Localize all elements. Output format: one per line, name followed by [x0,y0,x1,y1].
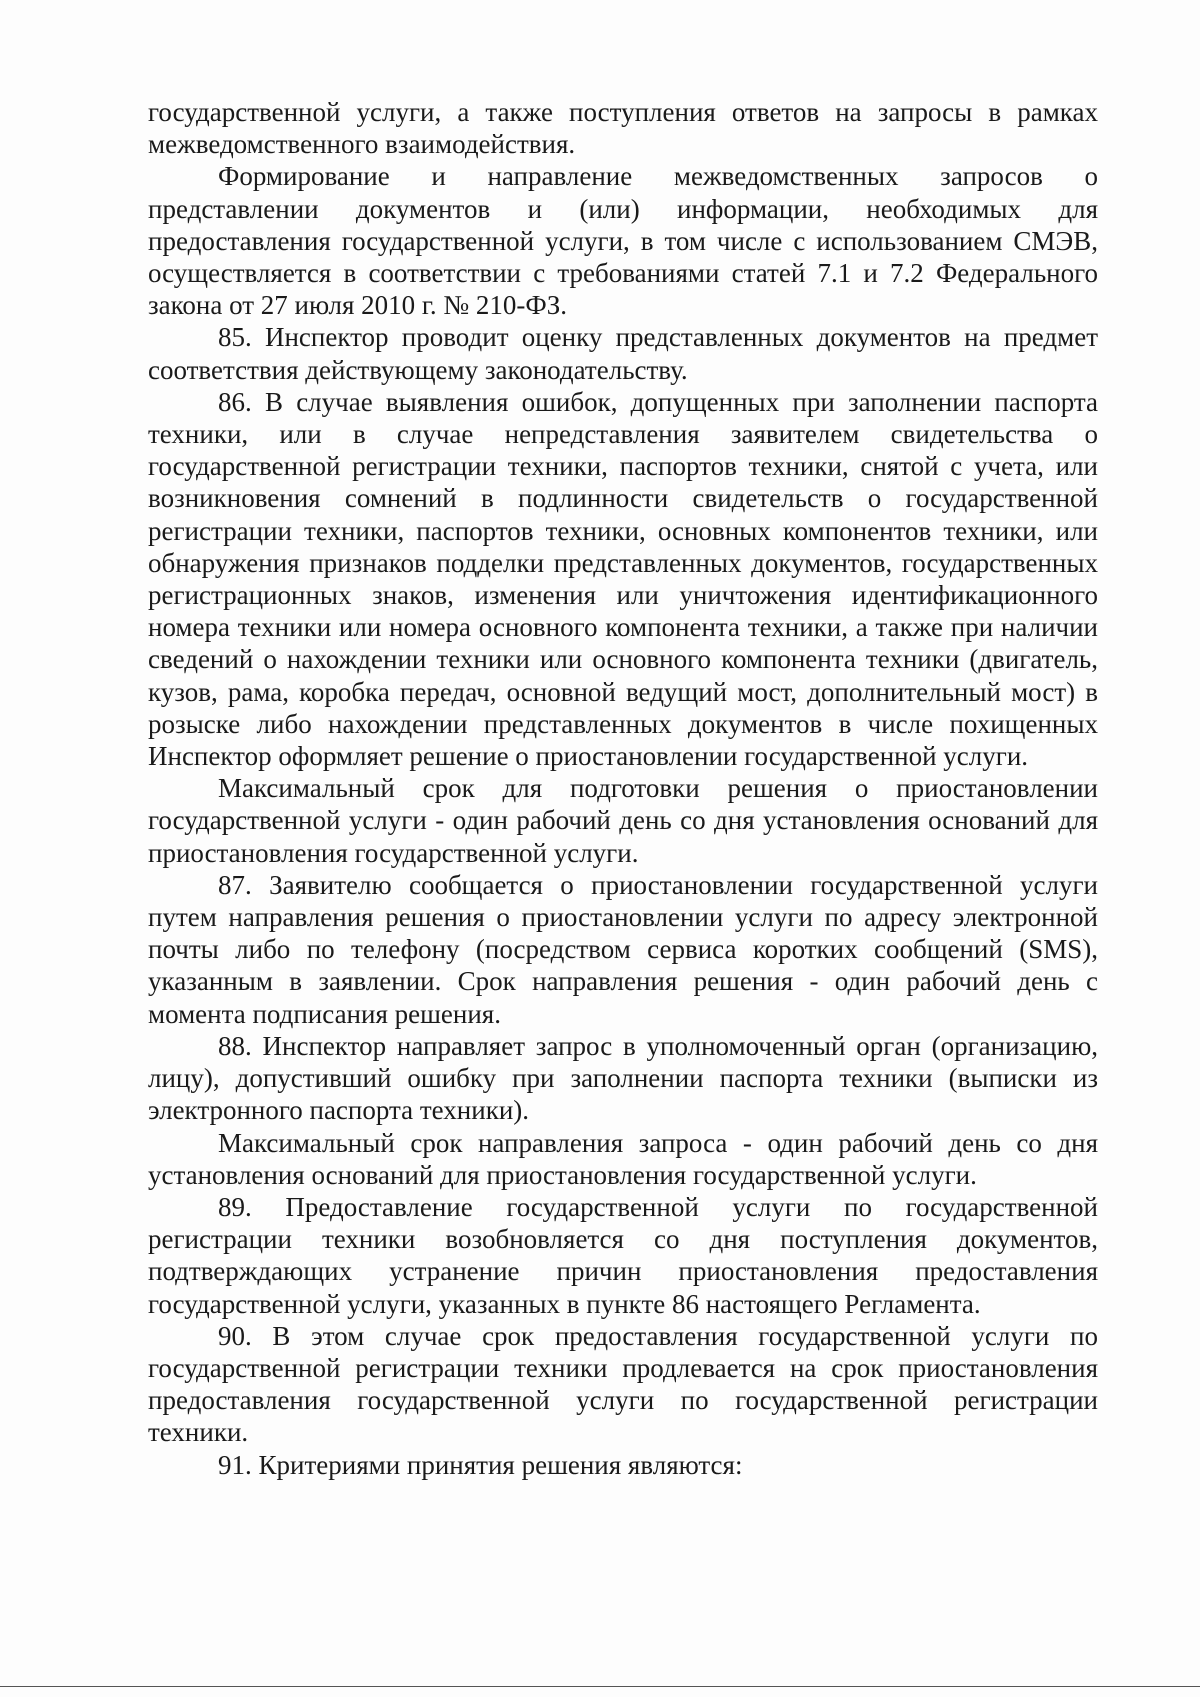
paragraph-90: 90. В этом случае срок предоставления государственной услуги по государственной регистрации техники продлевается на срок приостановления предоставления государственной услуги по государственной регистрации техники. [148,1320,1098,1448]
paragraph-85: 85. Инспектор проводит оценку представленных документов на предмет соответствия действующему законодательству. [148,322,1098,385]
paragraph-88: 88. Инспектор направляет запрос в уполномоченный орган (организацию, лицу), допустивший ошибку при заполнении паспорта техники (выписки из электронного паспорта техники). [148,1030,1098,1126]
scan-bottom-edge [0,1686,1200,1687]
document-body [148,96,1098,1481]
paragraph-86-deadline: Максимальный срок для подготовки решения о приостановлении государственной услуги - один рабочий день со дня установления оснований для приостановления государственной услуги. [148,773,1098,868]
paragraph-continuation: государственной услуги, а также поступления ответов на запросы в рамках межведомственного взаимодействия. [148,97,1098,160]
paragraph-87: 87. Заявителю сообщается о приостановлении государственной услуги путем направления решения о приостановлении услуги по адресу электронной почты либо по телефону (посредством сервиса коротких сообщений (SMS), указанным в заявлении. Срок направления решения - один рабочий день с момента подписания решения. [148,869,1098,1029]
paragraph-89: 89. Предоставление государственной услуги по государственной регистрации техники возобновляется со дня поступления документов, подтверждающих устранение причин приостановления предоставления государственной услуги, указанных в пункте 86 настоящего Регламента. [148,1191,1098,1319]
paragraph-91: 91. Критериями принятия решения являются: [218,1449,743,1480]
paragraph-smev-requests: Формирование и направление межведомственных запросов о представлении документов и (или) информации, необходимых для предоставления государственной услуги, в том числе с использованием СМЭВ, осуществляется в соответствии с требованиями статей 7.1 и 7.2 Федерального закона от 27 июля 2010 г. № 210-ФЗ. [148,161,1098,321]
paragraph-88-deadline: Максимальный срок направления запроса - один рабочий день со дня установления оснований для приостановления государственной услуги. [148,1127,1098,1190]
paragraph-86: 86. В случае выявления ошибок, допущенных при заполнении паспорта техники, или в случае непредставления заявителем свидетельства о государственной регистрации техники, паспортов техники, снятой с учета, или возникновения сомнений в подлинности свидетельств о государственной регистрации техники, паспортов техники, основных компонентов техники, или обнаружения признаков подделки представленных документов, государственных регистрационных знаков, изменения или уничтожения идентификационного номера техники или номера основного компонента техники, а также при наличии сведений о нахождении техники или основного компонента техники (двигатель, кузов, рама, коробка передач, основной ведущий мост, дополнительный мост) в розыске либо нахождении представленных документов в числе похищенных Инспектор оформляет решение о приостановлении государственной услуги. [148,386,1098,772]
